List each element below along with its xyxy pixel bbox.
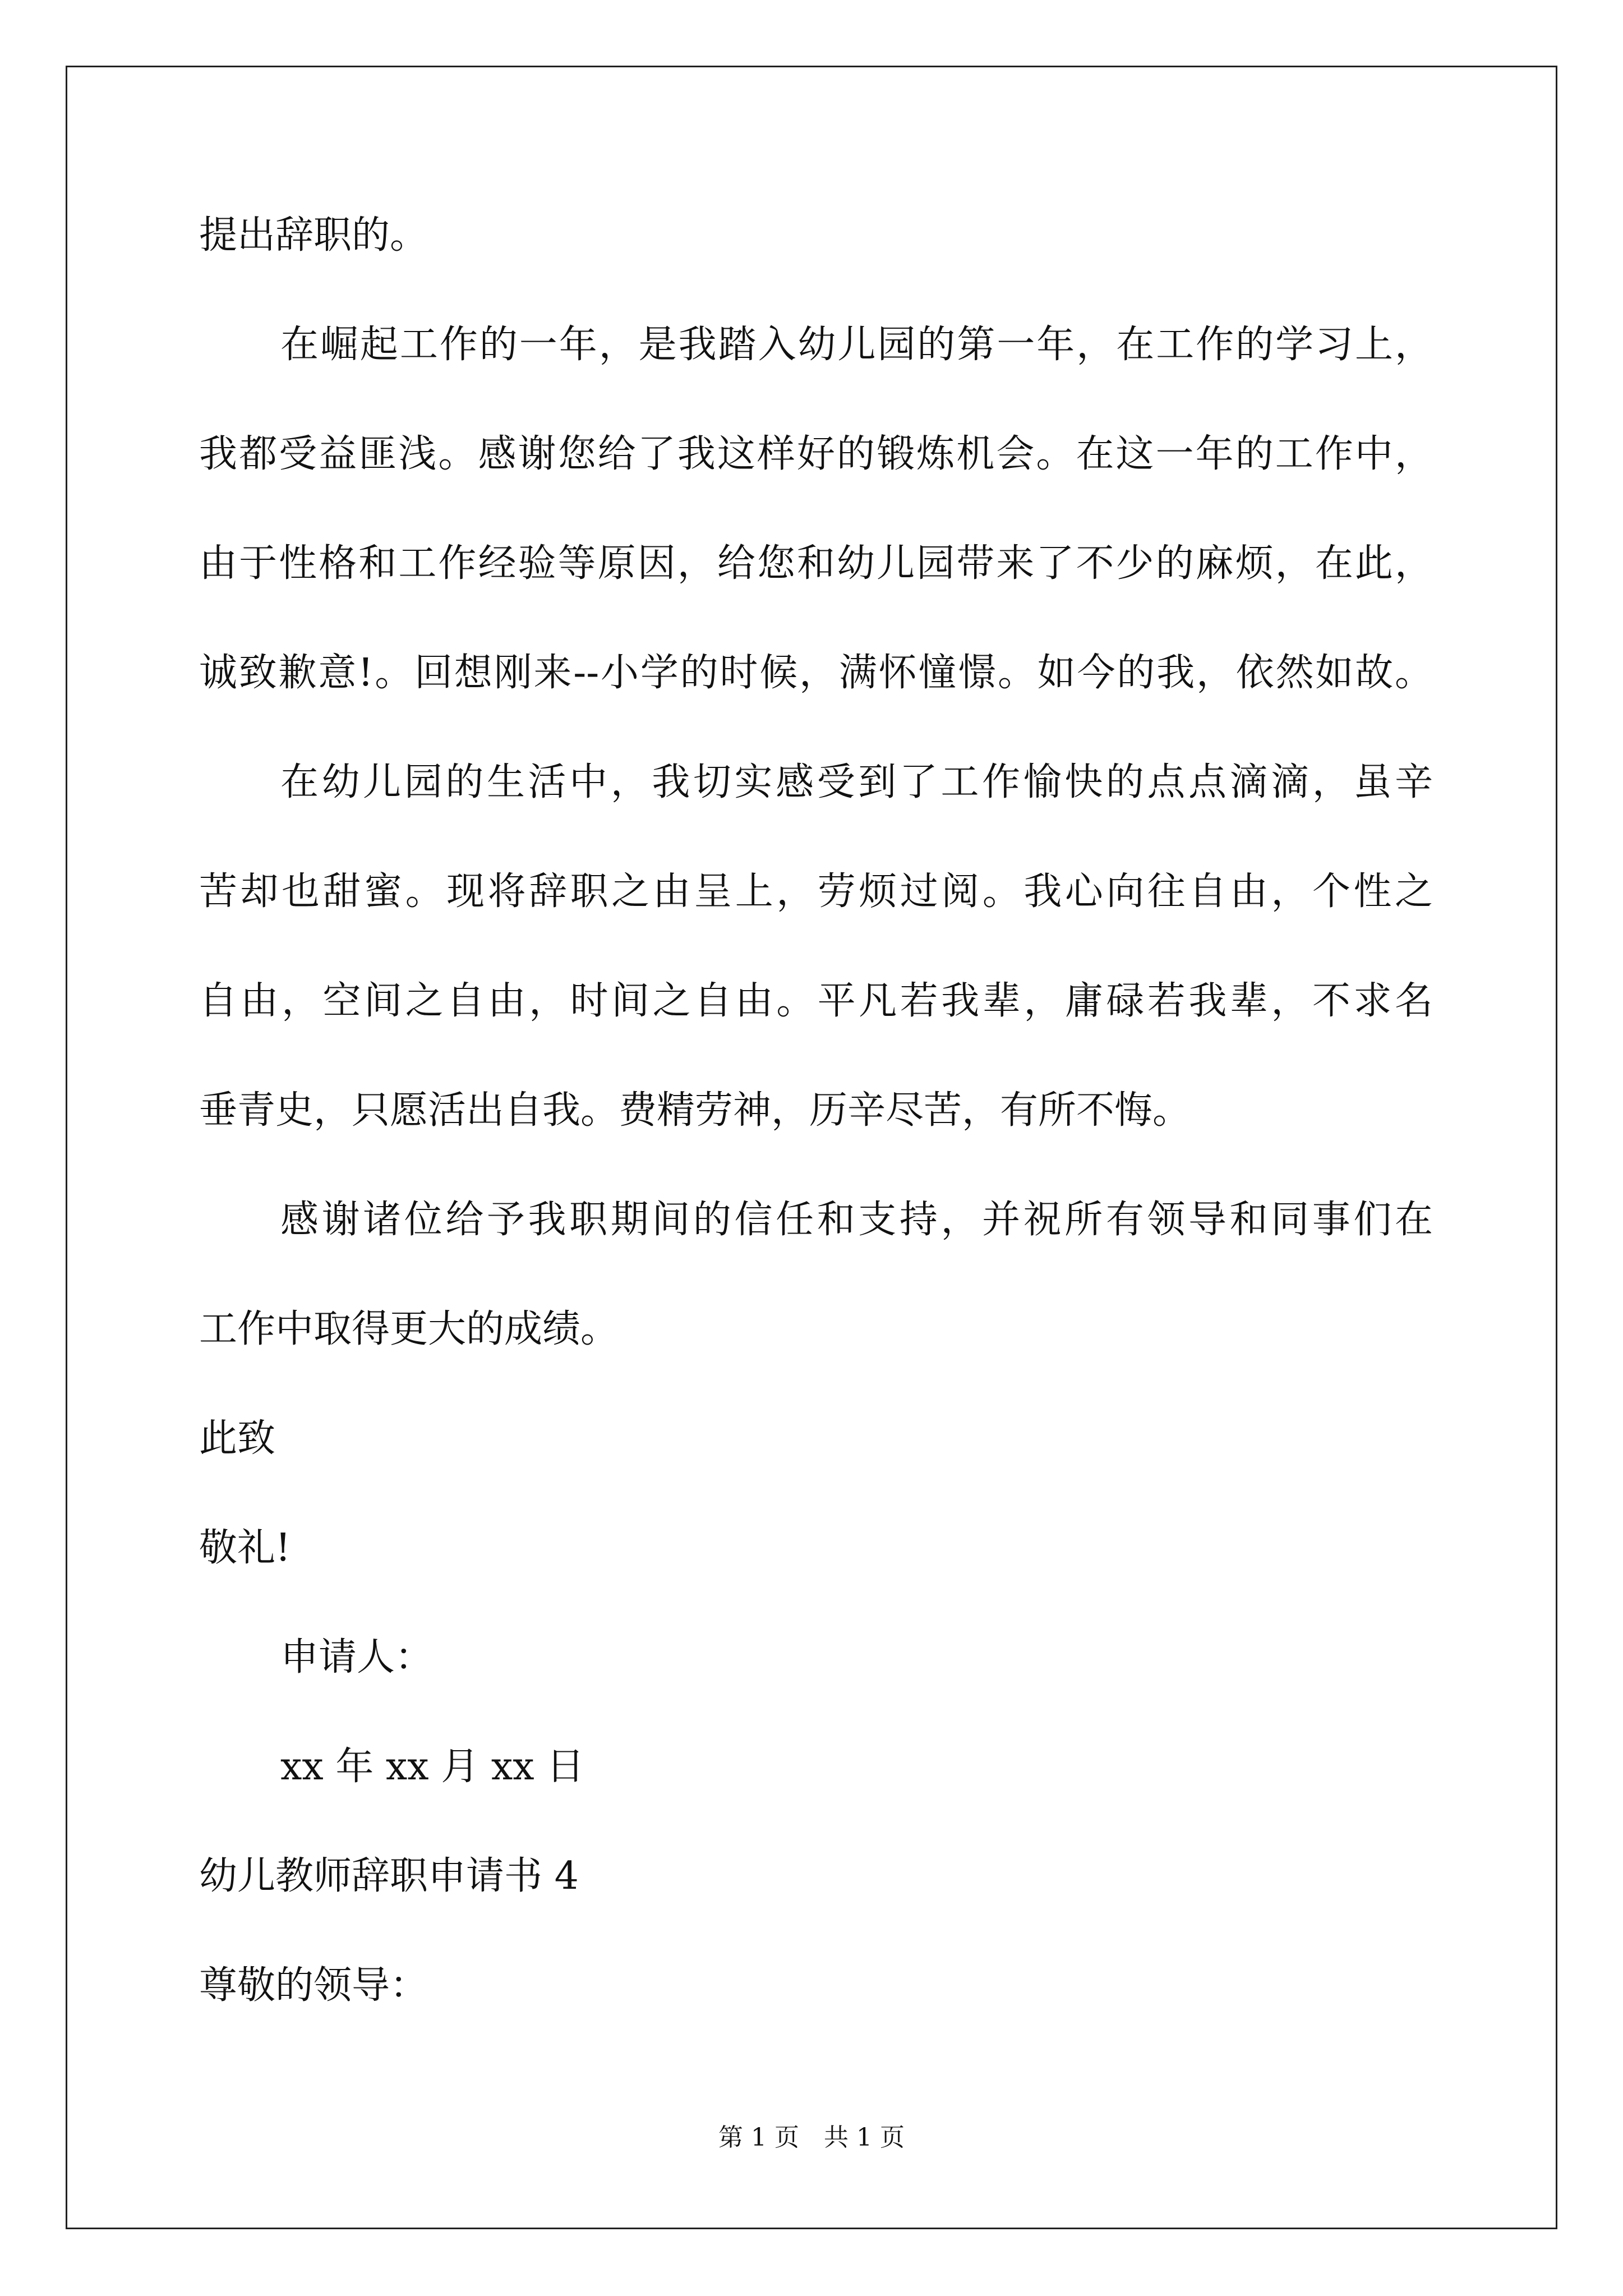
applicant-label: 申请人： bbox=[280, 1635, 434, 1680]
section-title: 幼儿教师辞职申请书 4 bbox=[199, 1854, 579, 1898]
closing-regards: 敬礼! bbox=[199, 1526, 291, 1570]
date-line: xx 年 xx 月 xx 日 bbox=[280, 1745, 585, 1789]
text-line: 自由，空间之自由，时间之自由。平凡若我辈，庸碌若我辈，不求名 bbox=[199, 979, 1433, 1023]
text-line: 诚致歉意!。回想刚来--小学的时候，满怀憧憬。如今的我，依然如故。 bbox=[199, 651, 1433, 695]
text-line: 苦却也甜蜜。现将辞职之由呈上，劳烦过阅。我心向往自由，个性之 bbox=[199, 869, 1433, 914]
page-number-footer: 第 1 页 共 1 页 bbox=[718, 2123, 905, 2152]
page-border bbox=[66, 66, 1557, 2229]
paragraph-start-line: 在崛起工作的一年，是我踏入幼儿园的第一年，在工作的学习上， bbox=[280, 323, 1433, 367]
text-line: 我都受益匪浅。感谢您给了我这样好的锻炼机会。在这一年的工作中， bbox=[199, 432, 1433, 476]
text-line: 提出辞职的。 bbox=[199, 213, 428, 257]
paragraph-start-line: 感谢诸位给予我职期间的信任和支持，并祝所有领导和同事们在 bbox=[280, 1198, 1433, 1242]
greeting-line: 尊敬的领导： bbox=[199, 1963, 428, 2008]
text-line: 工作中取得更大的成绩。 bbox=[199, 1307, 619, 1351]
text-line: 由于性格和工作经验等原因，给您和幼儿园带来了不少的麻烦，在此， bbox=[199, 541, 1433, 586]
text-line: 垂青史，只愿活出自我。费精劳神，历辛尽苦，有所不悔。 bbox=[199, 1088, 1191, 1133]
closing-salutation: 此致 bbox=[199, 1416, 276, 1461]
paragraph-start-line: 在幼儿园的生活中，我切实感受到了工作愉快的点点滴滴，虽辛 bbox=[280, 760, 1433, 804]
